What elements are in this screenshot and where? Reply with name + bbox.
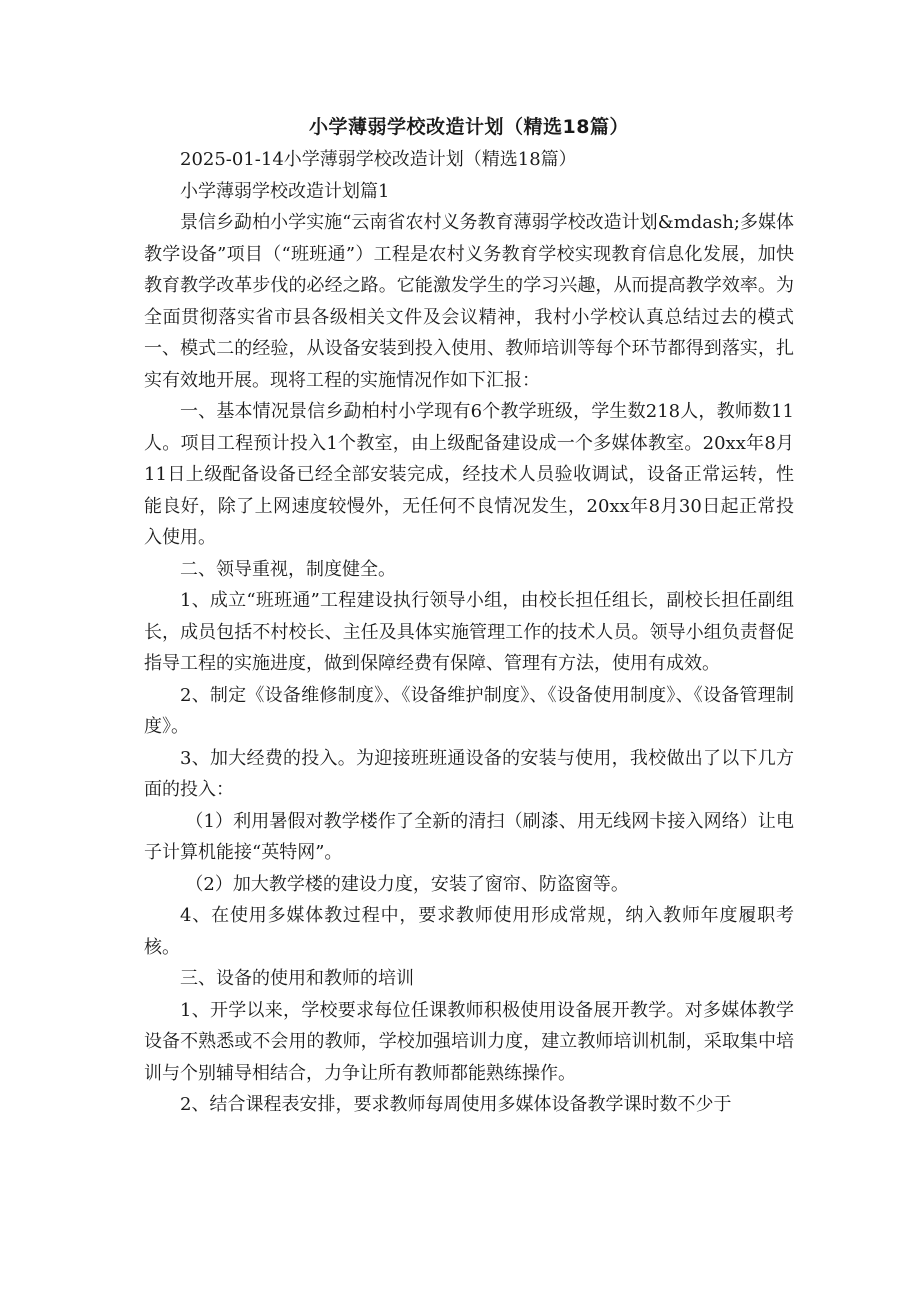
- document-page: [144, 112, 794, 1121]
- section-heading: 三、设备的使用和教师的培训: [180, 968, 414, 989]
- body-paragraph: 4、在使用多媒体教过程中，要求教师使用形成常规，纳入教师年度履职考核。: [144, 905, 794, 958]
- section-heading: 小学薄弱学校改造计划篇1: [180, 180, 390, 202]
- body-paragraph: 一、基本情况景信乡勐柏村小学现有6个教学班级，学生数218人，教师数11人。项目工程预计投入1个教室，由上级配备建设成一个多媒体教室。20xx年8月11日上级配备设备已经全部安装完成，经技术人员验收调试，设备正常运转，性能良好，除了上网速度较慢外，无任何不良情况发生，20xx年8月30日起正常投入使用。: [144, 401, 794, 548]
- body-paragraph: 3、加大经费的投入。为迎接班班通设备的安装与使用，我校做出了以下几方面的投入：: [144, 747, 794, 800]
- body-paragraph: 2、制定《设备维修制度》、《设备维护制度》、《设备使用制度》、《设备管理制度》。: [144, 684, 794, 737]
- document-title: 小学薄弱学校改造计划（精选18篇）: [309, 116, 629, 138]
- body-paragraph: 2、结合课程表安排，要求教师每周使用多媒体设备教学课时数不少于: [180, 1094, 732, 1115]
- list-item: （1）利用暑假对教学楼作了全新的清扫（刷漆、用无线网卡接入网络）让电子计算机能接“英特网”。: [144, 810, 794, 863]
- list-item: （2）加大教学楼的建设力度，安装了窗帘、防盗窗等。: [185, 873, 629, 895]
- body-paragraph: 1、开学以来，学校要求每位任课教师积极使用设备展开教学。对多媒体教学设备不熟悉或不会用的教师，学校加强培训力度，建立教师培训机制，采取集中培训与个别辅导相结合，力争让所有教师都能熟练操作。: [144, 999, 794, 1084]
- date-line: 2025-01-14小学薄弱学校改造计划（精选18篇）: [180, 149, 577, 170]
- body-paragraph: 1、成立“班班通”工程建设执行领导小组，由校长担任组长，副校长担任副组长，成员包括不村校长、主任及具体实施管理工作的技术人员。领导小组负责督促指导工程的实施进度，做到保障经费有保障、管理有方法，使用有成效。: [144, 590, 794, 674]
- body-paragraph: 景信乡勐柏小学实施“云南省农村义务教育薄弱学校改造计划&mdash;多媒体教学设备”项目（“班班通”）工程是农村义务教育学校实现教育信息化发展，加快教育教学改革步伐的必经之路。它能激发学生的学习兴趣，从而提高教学效率。为全面贯彻落实省市县各级相关文件及会议精神，我村小学校认真总结过去的模式一、模式二的经验，从设备安装到投入使用、教师培训等每个环节都得到落实，扎实有效地开展。现将工程的实施情况作如下汇报：: [144, 212, 794, 391]
- section-heading: 二、领导重视，制度健全。: [180, 558, 396, 580]
